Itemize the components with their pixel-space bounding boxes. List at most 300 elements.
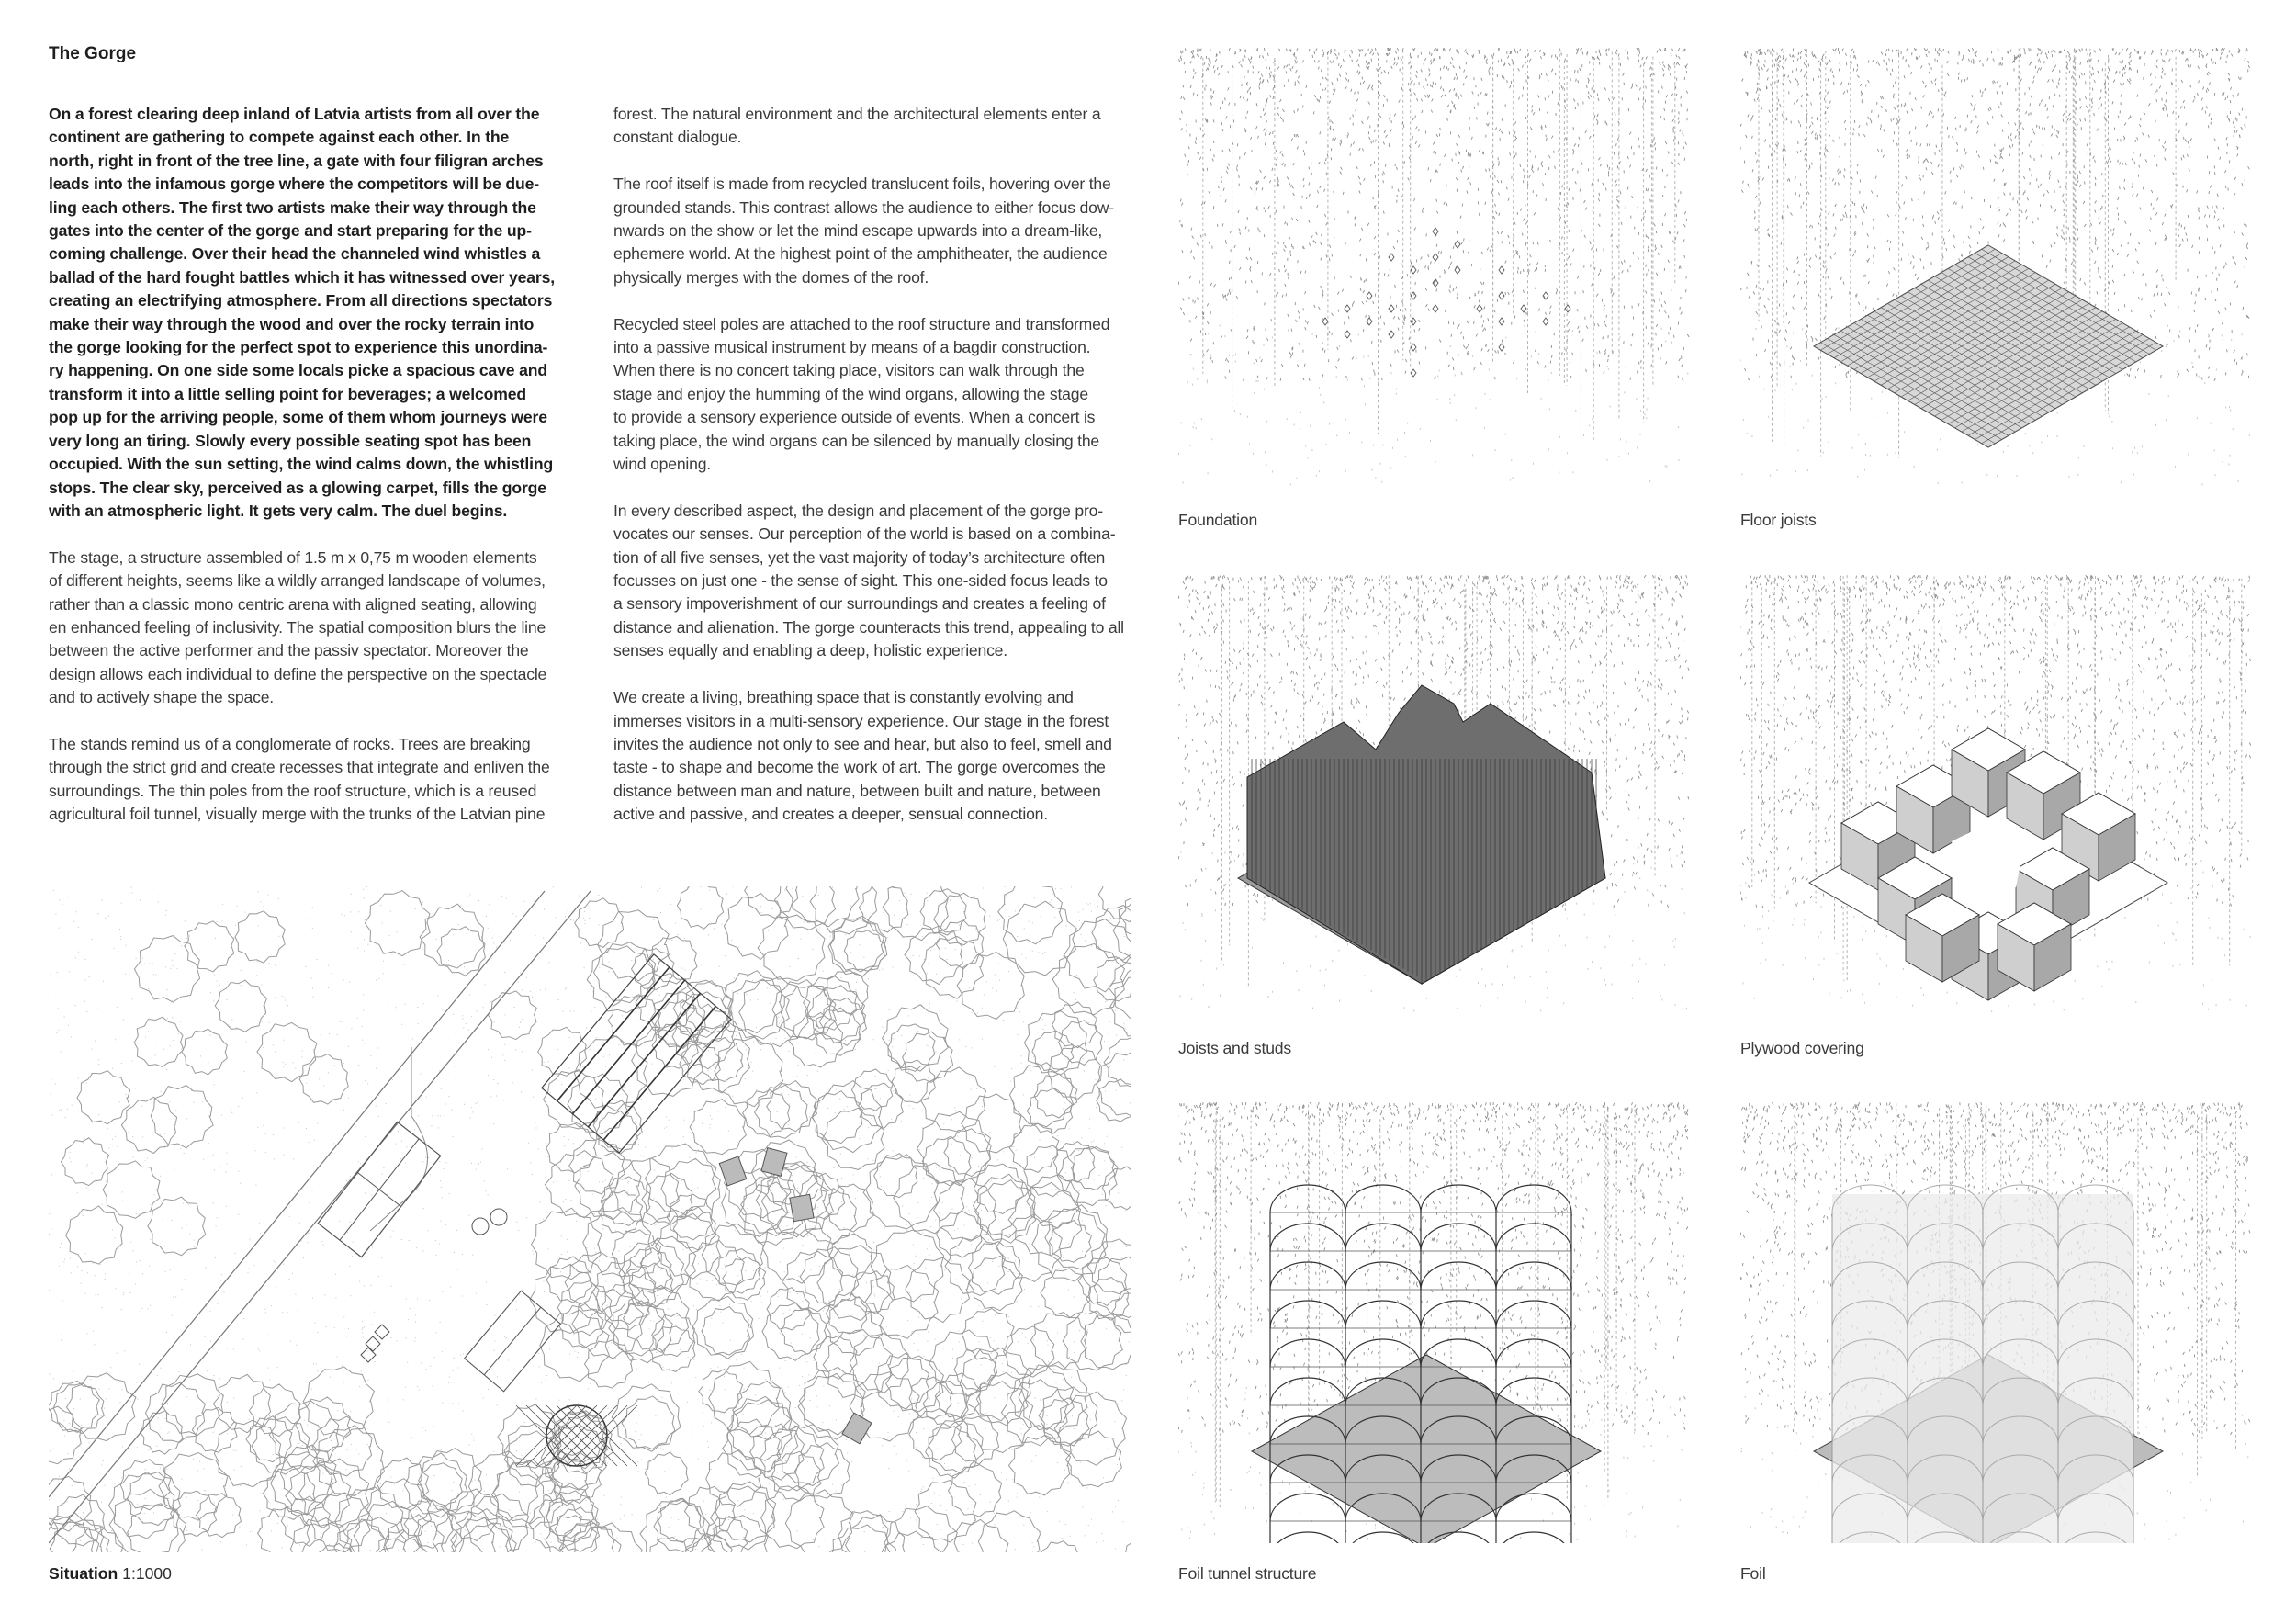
tree-crown — [1027, 1175, 1079, 1228]
text-line: transform it into a little selling point for beverages; a welcomed — [49, 384, 526, 403]
house — [318, 1122, 440, 1257]
text-line: wind opening. — [613, 455, 711, 474]
tree-crown — [937, 1212, 983, 1257]
text-line: design allows each individual to define the perspective on the spectacle — [49, 664, 547, 683]
axo-foundation — [1178, 48, 1693, 489]
tree-crown — [146, 1382, 206, 1442]
text-line: continent are gathering to compete against each other. In the — [49, 128, 510, 147]
text-line: north, right in front of the tree line, a gate with four filigran arches — [49, 151, 544, 170]
foundation-footing — [1411, 266, 1416, 274]
tree-crown — [709, 1361, 781, 1434]
tree-crown — [1052, 943, 1124, 1014]
tree-crown — [652, 1313, 695, 1356]
foundation-footing — [1499, 292, 1504, 299]
tree-crown — [962, 1309, 1015, 1361]
tree-crown — [1120, 888, 1131, 943]
tree-crown — [702, 1307, 750, 1356]
tunnel-arch — [1496, 1532, 1571, 1543]
text-line: ling each others. The first two artists make their way through the — [49, 197, 536, 217]
tree-crown — [772, 980, 831, 1039]
tree-crown — [612, 1230, 660, 1278]
tree-crown — [185, 921, 234, 972]
road-edge — [49, 891, 545, 1497]
foundation-footing — [1433, 279, 1438, 287]
tree-crown — [677, 886, 723, 929]
tree-crown — [1097, 1050, 1131, 1118]
tree-crown — [808, 986, 865, 1042]
ground-stipple — [49, 886, 1131, 1552]
tree-crown — [66, 1206, 123, 1264]
foundation-footing — [1455, 241, 1460, 248]
tree-crown — [789, 1012, 843, 1067]
tree-crown — [377, 1458, 428, 1509]
umbrella — [490, 1209, 507, 1225]
tree-crown — [829, 1234, 872, 1278]
tree-crown — [246, 1416, 292, 1462]
tunnel-arch — [1270, 1494, 1345, 1521]
paragraph — [613, 686, 1146, 826]
paragraph — [49, 733, 581, 827]
shed — [465, 1291, 561, 1392]
plywood-stands — [1809, 728, 2167, 1000]
tree-crown — [215, 980, 266, 1032]
tunnel-arch — [1496, 1262, 1571, 1290]
foundation-footing — [1543, 318, 1548, 325]
axo-drawing-joists-studs — [1178, 575, 1693, 1016]
text-line: immerses visitors in a multi-sensory experience. Our stage in the forest — [613, 711, 1109, 730]
tunnel-arch — [1270, 1339, 1345, 1367]
tree-crown — [1045, 1205, 1108, 1269]
text-line: tion of all five senses, yet the vast majority of today’s architecture often — [613, 547, 1106, 567]
tree-crown — [109, 1489, 179, 1552]
tree-crown — [140, 1411, 183, 1454]
tree-crown — [915, 1480, 976, 1542]
tree-crown — [724, 894, 788, 960]
text-line: senses equally and enabling a deep, holistic experience. — [613, 641, 1007, 660]
tree-crown — [810, 886, 876, 934]
text-line: active and passive, and creates a deeper, sensual connection. — [613, 805, 1048, 824]
floor-grid — [1814, 245, 2163, 447]
tent-marker — [366, 1336, 380, 1351]
text-line: The stands remind us of a conglomerate of rocks. Trees are breaking — [49, 734, 531, 753]
tree-crown — [417, 1463, 462, 1508]
foundation-footing — [1367, 292, 1372, 299]
text-line: through the strict grid and create recesses that integrate and enliven the — [49, 758, 550, 777]
hatched-pavilion — [842, 1413, 872, 1444]
foundation-footing — [1345, 331, 1350, 338]
tunnel-arch — [1421, 1224, 1496, 1251]
text-line: constant dialogue. — [613, 128, 742, 147]
pavilion-square — [719, 1156, 747, 1186]
tunnel-arch — [1496, 1339, 1571, 1367]
tree-crown — [851, 1271, 895, 1314]
text-line: On a forest clearing deep inland of Latvia artists from all over the — [49, 105, 540, 123]
pavilion-square — [790, 1194, 814, 1221]
axo-caption-foil: Foil — [1740, 1564, 1766, 1583]
tree-crown — [451, 1509, 512, 1552]
tree-crown — [685, 1240, 744, 1301]
tree-crown — [645, 1452, 688, 1495]
stands-base — [1252, 1355, 1601, 1543]
tree-crown — [949, 1465, 1002, 1517]
pavilion-square — [842, 1413, 872, 1444]
tree-crown — [824, 970, 868, 1014]
tree-crown — [903, 1032, 953, 1082]
axo-caption-foundation: Foundation — [1178, 511, 1258, 529]
foundation-footing — [1565, 305, 1570, 312]
paragraph — [49, 103, 581, 523]
foil-cover — [1814, 1185, 2163, 1543]
tree-crown — [690, 1100, 746, 1155]
text-line: The stage, a structure assembled of 1.5 m x 0,75 m wooden elements — [49, 547, 537, 567]
tree-crown — [969, 1256, 1023, 1310]
tree-crown — [1038, 1541, 1082, 1552]
foundation-footing — [1389, 254, 1394, 261]
tree-crown — [77, 1071, 130, 1124]
tree-crown — [745, 886, 799, 919]
tree-crown — [546, 1257, 592, 1303]
trees — [49, 886, 1131, 1552]
text-line: taste - to shape and become the work of art. The gorge overcomes the — [613, 758, 1106, 777]
tree-crown — [575, 898, 624, 948]
tree-crown — [716, 1249, 760, 1294]
tree-crown — [1032, 1209, 1106, 1282]
text-line: The roof itself is made from recycled translucent foils, hovering over the — [613, 175, 1111, 194]
text-line: focusses on just one - the sense of sight. This one-sided focus leads to — [613, 571, 1108, 591]
foundation-footing — [1411, 369, 1416, 377]
hatched-pavilion — [719, 1156, 747, 1186]
axo-drawing-foil-structure — [1178, 1102, 1693, 1543]
tree-crown — [109, 1472, 174, 1539]
text-line: the gorge looking for the perfect spot to experience this unordina- — [49, 338, 548, 357]
tunnel-arch — [1270, 1301, 1345, 1328]
tree-crown — [1065, 1431, 1121, 1487]
text-line: rather than a classic mono centric arena with aligned seating, allowing — [49, 594, 537, 614]
tunnel-arch — [1496, 1185, 1571, 1212]
tree-crown — [1024, 1011, 1086, 1075]
tree-crown — [447, 1489, 498, 1541]
tree-crown — [1019, 1362, 1087, 1433]
axo-caption-floor-joists: Floor joists — [1740, 511, 1817, 529]
paragraph — [613, 173, 1146, 289]
stipple-dots — [49, 886, 1131, 1552]
tree-crown — [794, 1442, 850, 1498]
tree-trunks — [1203, 49, 1675, 440]
tree-crown — [673, 1207, 715, 1250]
tree-crown — [354, 1501, 422, 1552]
tree-crown — [299, 1054, 348, 1104]
tree-crown — [923, 1381, 969, 1427]
text-line: very long an tiring. Slowly every possible seating spot has been — [49, 431, 532, 450]
site-plan-caption-label: Situation — [49, 1564, 118, 1583]
tunnel-arch — [1270, 1532, 1345, 1543]
tree-crown — [192, 1407, 237, 1452]
text-line: grounded stands. This contrast allows the audience to either focus dow- — [613, 197, 1114, 217]
tree-crown — [883, 886, 948, 941]
tree-crown — [433, 1511, 495, 1552]
tree-crown — [922, 1136, 971, 1186]
site-plan-svg — [49, 886, 1131, 1552]
tree-crown — [148, 1197, 206, 1256]
axo-caption-plywood: Plywood covering — [1740, 1039, 1864, 1057]
tree-crown — [702, 1224, 763, 1285]
text-line: physically merges with the domes of the roof. — [613, 267, 929, 287]
tree-crown — [830, 918, 884, 972]
tree-crown — [781, 1308, 827, 1354]
tree-crown — [257, 1022, 317, 1081]
foundation-footing — [1499, 266, 1504, 274]
pavilion-square — [761, 1148, 787, 1177]
tent-marker — [361, 1348, 376, 1362]
tunnel-arch — [1270, 1262, 1345, 1290]
tree-crown — [998, 886, 1063, 944]
tree-crown — [781, 985, 836, 1040]
tree-crown — [905, 926, 962, 985]
tree-crown — [812, 1091, 862, 1144]
axo-joists-studs — [1178, 575, 1693, 1016]
site-plan-scale: 1:1000 — [122, 1564, 172, 1583]
tree-crown — [608, 995, 660, 1046]
text-line: stops. The clear sky, perceived as a glowing carpet, fills the gorge — [49, 478, 546, 497]
tree-crown — [312, 1416, 372, 1476]
tree-crown — [49, 1406, 81, 1464]
site-plan-caption — [49, 1564, 172, 1584]
text-line: Recycled steel poles are attached to the roof structure and transformed — [613, 314, 1110, 333]
text-column-right — [613, 103, 1146, 850]
tree-crown — [978, 1511, 1041, 1552]
text-line: invites the audience not only to see and hear, but also to feel, smell and — [613, 734, 1112, 753]
house-wall — [357, 1173, 400, 1207]
tree-crown — [120, 1460, 171, 1510]
foundation-points — [1322, 228, 1570, 377]
tunnel-arch — [1270, 1378, 1345, 1405]
foundation-footing — [1433, 254, 1438, 261]
paragraph — [613, 500, 1146, 663]
tree-crown — [134, 936, 199, 1003]
tunnel-arch — [1421, 1185, 1496, 1212]
foundation-footing — [1477, 305, 1482, 312]
tree-crown — [813, 1008, 860, 1055]
tree-crown — [151, 1086, 213, 1148]
axo-drawing-plywood — [1740, 575, 2255, 1016]
text-line: leads into the infamous gorge where the competitors will be due- — [49, 175, 539, 194]
tree-crown — [1049, 1221, 1091, 1263]
text-line: occupied. With the sun setting, the wind calms down, the whistling — [49, 455, 554, 474]
tree-crown — [828, 916, 887, 976]
tree-crown — [335, 1487, 404, 1552]
tree-crown — [557, 1281, 612, 1336]
forest-background — [1178, 48, 1689, 485]
tunnel-arch — [1421, 1301, 1496, 1328]
tree-crown — [945, 1236, 1005, 1296]
text-line: coming challenge. Over their head the channeled wind whistles a — [49, 244, 541, 264]
ground-dots — [1179, 324, 1688, 485]
tree-crown — [1086, 1278, 1129, 1321]
umbrella — [472, 1218, 489, 1235]
axo-drawing-floor-joists — [1740, 48, 2255, 489]
tunnel-arch — [1421, 1262, 1496, 1290]
text-line: ephemere world. At the highest point of the amphitheater, the audience — [613, 244, 1108, 264]
tree-crown — [822, 1108, 884, 1169]
tree-crown — [1104, 1037, 1131, 1088]
tree-crown — [922, 936, 984, 998]
tree-crown — [214, 1420, 280, 1487]
tree-crown — [826, 1184, 874, 1232]
axo-foil-structure — [1178, 1102, 1693, 1543]
text-line: distance between man and nature, between built and nature, between — [613, 781, 1101, 800]
text-line: and to actively shape the space. — [49, 688, 274, 707]
tree-crown — [1009, 1123, 1059, 1172]
tree-crown — [343, 1517, 407, 1552]
tree-crown — [559, 1303, 603, 1348]
text-line: pop up for the arriving people, some of them whom journeys were — [49, 408, 547, 427]
foundation-footing — [1411, 292, 1416, 299]
tree-crown — [182, 1029, 227, 1075]
tree-crown — [884, 1506, 959, 1552]
tree-crown — [819, 998, 866, 1045]
tree-crown — [682, 1537, 728, 1552]
tree-crown — [1103, 1167, 1131, 1210]
hatched-pavilion — [761, 1148, 787, 1177]
tree-crown — [921, 1067, 986, 1133]
tree-crown — [874, 1154, 917, 1198]
foundation-footing — [1521, 305, 1526, 312]
tree-crown — [729, 979, 790, 1039]
tree-crown — [726, 1400, 799, 1472]
tree-crown — [296, 1397, 351, 1452]
tree-crown — [760, 1427, 824, 1491]
foundation-footing — [1345, 305, 1350, 312]
tree-crown — [1064, 919, 1131, 992]
tree-crown — [934, 893, 985, 944]
tree-crown — [488, 991, 536, 1040]
text-line: into a passive musical instrument by means of a bagdir construction. — [613, 338, 1091, 357]
text-line: In every described aspect, the design and placement of the gorge pro- — [613, 501, 1103, 520]
tree-crown — [1081, 1314, 1131, 1370]
tree-crown — [258, 1507, 310, 1552]
tree-crown — [909, 1409, 962, 1460]
tree-crown — [658, 1498, 702, 1542]
tunnel-arch — [1496, 1224, 1571, 1251]
text-line: We create a living, breathing space that is constantly evolving and — [613, 688, 1074, 707]
text-line: ballad of the hard fought battles which it has witnessed over years, — [49, 267, 555, 287]
tree-crown — [942, 1519, 1008, 1552]
tree-crown — [706, 1450, 761, 1506]
tree-crown — [103, 1161, 160, 1218]
text-line: a sensory impoverishment of our surroundings and creates a feeling of — [613, 594, 1106, 614]
tunnel-arch — [1496, 1301, 1571, 1328]
text-line: with an atmospheric light. It gets very calm. The duel begins. — [49, 501, 508, 520]
text-line: creating an electrifying atmosphere. From all directions spectators — [49, 291, 553, 310]
axo-caption-joists-studs: Joists and studs — [1178, 1039, 1291, 1057]
foundation-footing — [1433, 305, 1438, 312]
tunnel-arch — [1270, 1224, 1345, 1251]
text-line: taking place, the wind organs can be silenced by manually closing the — [613, 431, 1100, 450]
tree-crown — [846, 1515, 906, 1552]
text-line: en enhanced feeling of inclusivity. The spatial composition blurs the line — [49, 617, 546, 637]
hatched-pavilion — [790, 1194, 814, 1221]
tree-crown — [961, 1382, 1033, 1453]
tent-marker — [375, 1325, 389, 1339]
text-line: of different heights, seems like a wildly arranged landscape of volumes, — [49, 571, 546, 591]
foundation-footing — [1389, 305, 1394, 312]
foundation-footing — [1455, 266, 1460, 274]
text-line: make their way through the wood and over the rocky terrain into — [49, 314, 535, 333]
tree-crown — [1030, 1313, 1087, 1370]
axo-foil — [1740, 1102, 2255, 1543]
tree-crown — [645, 1144, 716, 1215]
document-title: The Gorge — [49, 44, 137, 63]
tree-crown — [134, 1017, 184, 1066]
axo-drawing-foundation — [1178, 48, 1693, 489]
tree-crown — [888, 1024, 935, 1071]
text-line: to provide a sensory experience outside of events. When a concert is — [613, 408, 1096, 427]
tree-crown — [612, 1384, 681, 1452]
text-line: When there is no concert taking place, visitors can walk through the — [613, 361, 1085, 380]
tree-crown — [1123, 1535, 1131, 1552]
tree-crown — [782, 1251, 842, 1312]
foundation-footing — [1499, 344, 1504, 351]
axo-floor-joists — [1740, 48, 2255, 489]
paragraph — [613, 313, 1146, 477]
shed-ridge — [484, 1307, 541, 1375]
text-line: nwards on the show or let the mind escape upwards into a dream-like, — [613, 221, 1103, 241]
axo-plywood — [1740, 575, 2255, 1016]
tree-crown — [587, 946, 655, 1013]
tree-crown — [622, 1396, 675, 1449]
foundation-footing — [1433, 228, 1438, 235]
text-line: distance and alienation. The gorge counteracts this trend, appealing to all — [613, 617, 1124, 637]
tree-crown — [572, 1289, 644, 1359]
text-line: stage and enjoy the humming of the wind organs, allowing the stage — [613, 384, 1088, 403]
paragraph — [613, 103, 1146, 150]
text-line: ry happening. On one side some locals picke a spacious cave and — [49, 361, 547, 380]
tree-crown — [909, 1377, 952, 1419]
tree-crown — [601, 1177, 650, 1226]
site-plan-drawing — [49, 886, 1131, 1552]
tree-crown — [859, 1083, 904, 1129]
tree-crown — [235, 911, 285, 963]
text-line: forest. The natural environment and the architectural elements enter a — [613, 105, 1101, 123]
tree-crown — [197, 1494, 242, 1538]
tree-crown — [532, 1208, 602, 1280]
tree-crown — [365, 891, 430, 956]
text-line: gates into the center of the gorge and start preparing for the up- — [49, 221, 532, 241]
axo-caption-foil-structure: Foil tunnel structure — [1178, 1564, 1317, 1583]
tree-crown — [569, 1138, 625, 1194]
tree-crown — [692, 1296, 754, 1359]
text-line: agricultural foil tunnel, visually merge with the trunks of the Latvian pine — [49, 805, 546, 824]
tree-crown — [61, 1138, 108, 1186]
tree-crown — [598, 910, 670, 981]
text-line: surroundings. The thin poles from the roof structure, which is a reused — [49, 781, 537, 800]
tree-crown — [812, 1081, 882, 1153]
tree-crown — [249, 1384, 300, 1437]
tree-crown — [1054, 1392, 1126, 1465]
foundation-footing — [1367, 318, 1372, 325]
text-line: vocates our senses. Our perception of the world is based on a combina- — [613, 524, 1116, 544]
foundation-footing — [1411, 344, 1416, 351]
tree-crown — [920, 889, 966, 935]
foundation-footing — [1389, 331, 1394, 338]
tree-crown — [762, 1213, 831, 1284]
text-column-left — [49, 103, 581, 850]
tree-crown — [774, 886, 835, 930]
paragraph — [49, 547, 581, 710]
axo-drawing-foil — [1740, 1102, 2255, 1543]
studs-mass — [1238, 685, 1605, 985]
foundation-footing — [1499, 318, 1504, 325]
